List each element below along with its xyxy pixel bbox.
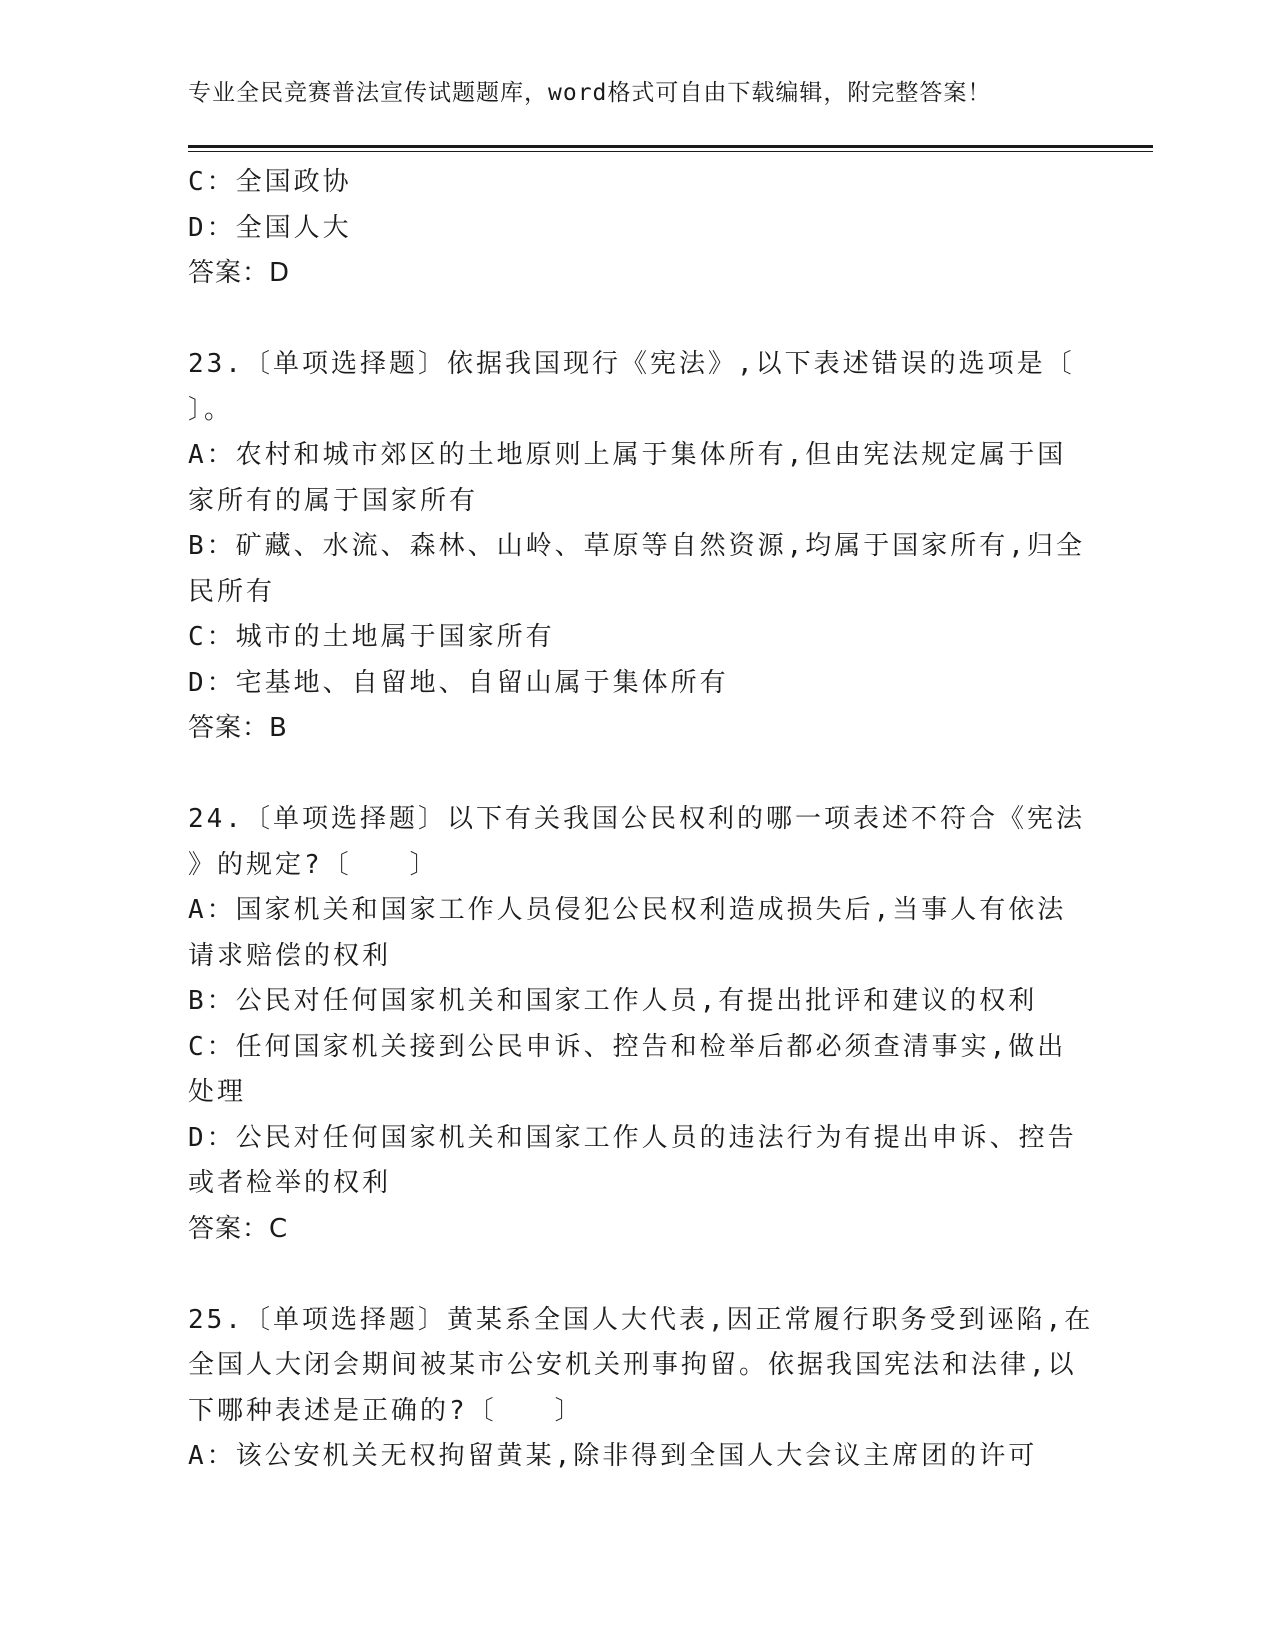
spacer — [188, 752, 1088, 798]
spacer — [188, 297, 1088, 343]
q23-option-a-line2: 家所有的属于国家所有 — [188, 485, 479, 516]
q23-option-c: C：城市的土地属于国家所有 — [188, 622, 555, 652]
q22-option-c: C：全国政协 — [188, 167, 352, 197]
q22-option-d: D：全国人大 — [188, 212, 352, 243]
q23-stem-line2: 〕。 — [188, 394, 234, 425]
q24-option-d-line1: D：公民对任何国家机关和国家工作人员的违法行为有提出申诉、控告 — [188, 1122, 1077, 1153]
spacer — [188, 1252, 1088, 1298]
q24-stem-line2: 》的规定?〔 〕 — [188, 849, 439, 880]
header-rule-thin — [188, 151, 1153, 152]
q23-stem-line1: 23.〔单项选择题〕依据我国现行《宪法》,以下表述错误的选项是〔 — [188, 349, 1075, 379]
q25-stem-line2: 全国人大闭会期间被某市公安机关刑事拘留。依据我国宪法和法律,以 — [188, 1350, 1077, 1380]
q25-option-a: A：该公安机关无权拘留黄某,除非得到全国人大会议主席团的许可 — [188, 1441, 1038, 1471]
q22-answer: 答案：D — [188, 258, 291, 288]
q24-option-c-line2: 处理 — [188, 1077, 247, 1107]
q24-answer: 答案：C — [188, 1213, 289, 1244]
q23-option-a-line1: A：农村和城市郊区的土地原则上属于集体所有,但由宪法规定属于国 — [188, 440, 1067, 470]
q24-option-c-line1: C：任何国家机关接到公民申诉、控告和检举后都必须查清事实,做出 — [188, 1031, 1067, 1062]
page-header: 专业全民竞赛普法宣传试题题库，word格式可自由下载编辑，附完整答案！ — [188, 80, 992, 106]
q23-option-d: D：宅基地、自留地、自留山属于集体所有 — [188, 667, 729, 698]
q24-option-b: B：公民对任何国家机关和国家工作人员,有提出批评和建议的权利 — [188, 986, 1038, 1016]
q24-stem-line1: 24.〔单项选择题〕以下有关我国公民权利的哪一项表述不符合《宪法 — [188, 804, 1085, 834]
q24-option-d-line2: 或者检举的权利 — [188, 1168, 392, 1198]
q23-option-b-line2: 民所有 — [188, 576, 276, 607]
question-content — [188, 160, 1094, 1480]
q23-answer: 答案：B — [188, 713, 288, 743]
header-rule-thick — [188, 145, 1153, 148]
q25-stem-line3: 下哪种表述是正确的?〔 〕 — [188, 1395, 584, 1426]
q24-option-a-line2: 请求赔偿的权利 — [188, 940, 392, 971]
q23-option-b-line1: B：矿藏、水流、森林、山岭、草原等自然资源,均属于国家所有,归全 — [188, 531, 1085, 561]
q25-stem-line1: 25.〔单项选择题〕黄某系全国人大代表,因正常履行职务受到诬陷,在 — [188, 1304, 1094, 1335]
q24-option-a-line1: A：国家机关和国家工作人员侵犯公民权利造成损失后,当事人有依法 — [188, 895, 1067, 925]
